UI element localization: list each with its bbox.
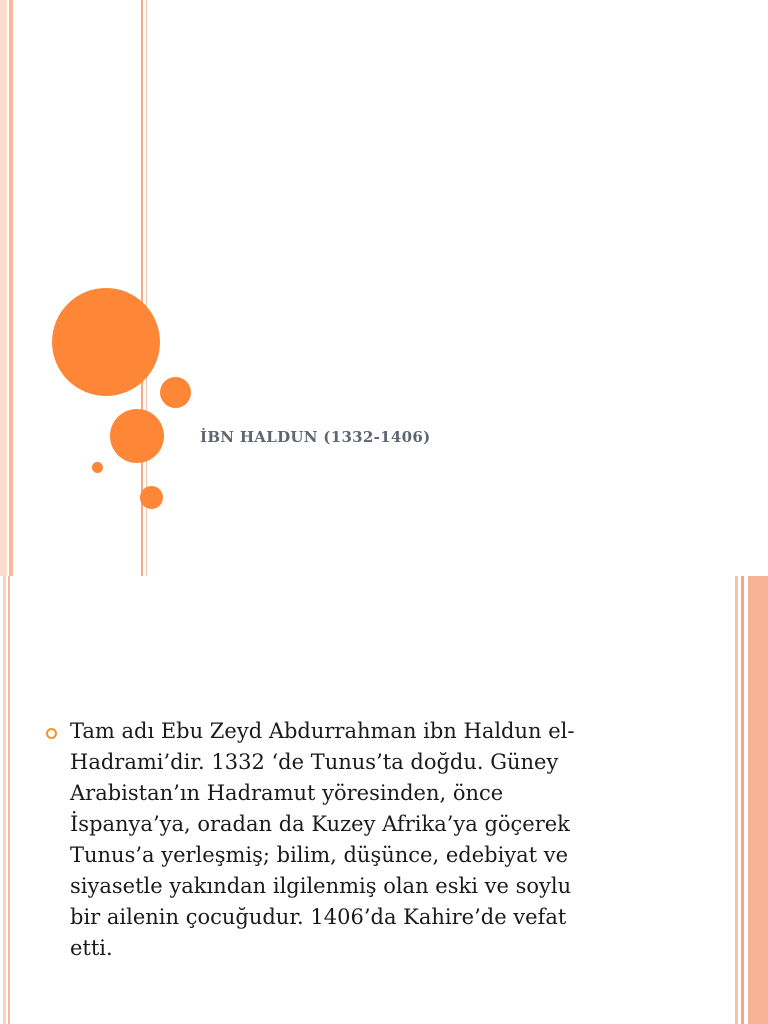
content-slide [0,576,768,1024]
decorative-circle-medium [110,409,164,463]
decorative-circle-small [160,377,191,408]
decorative-stripe [748,576,768,1024]
decorative-stripe [741,576,744,1024]
decorative-stripe [735,576,738,1024]
decorative-circle-tiny [92,462,103,473]
decorative-stripe [8,576,10,1024]
decorative-circle-large [52,288,160,396]
slide-title: İBN HALDUN (1332-1406) [200,428,431,446]
bullet-item [46,716,666,964]
decorative-stripe [0,0,7,576]
bullet-ring-icon [46,728,57,739]
decorative-stripe [3,576,6,1024]
decorative-circle-small [140,486,163,509]
bullet-text: Tam adı Ebu Zeyd Abdurrahman ibn Haldun el- Hadrami’dir. 1332 ‘de Tunus’ta doğdu. Güney Arabistan’ın Hadramut yöresinden, önce İspanya’ya, oradan da Kuzey Afrika’ya göçerek Tunus’a yerleşmiş; bilim, düşünce, edebiyat ve siyasetle yakından ilgilenmiş olan eski ve soylu bir ailenin çocuğudur. 1406’da Kahire’de vefat etti. [70,719,575,960]
decorative-stripe [9,0,13,576]
